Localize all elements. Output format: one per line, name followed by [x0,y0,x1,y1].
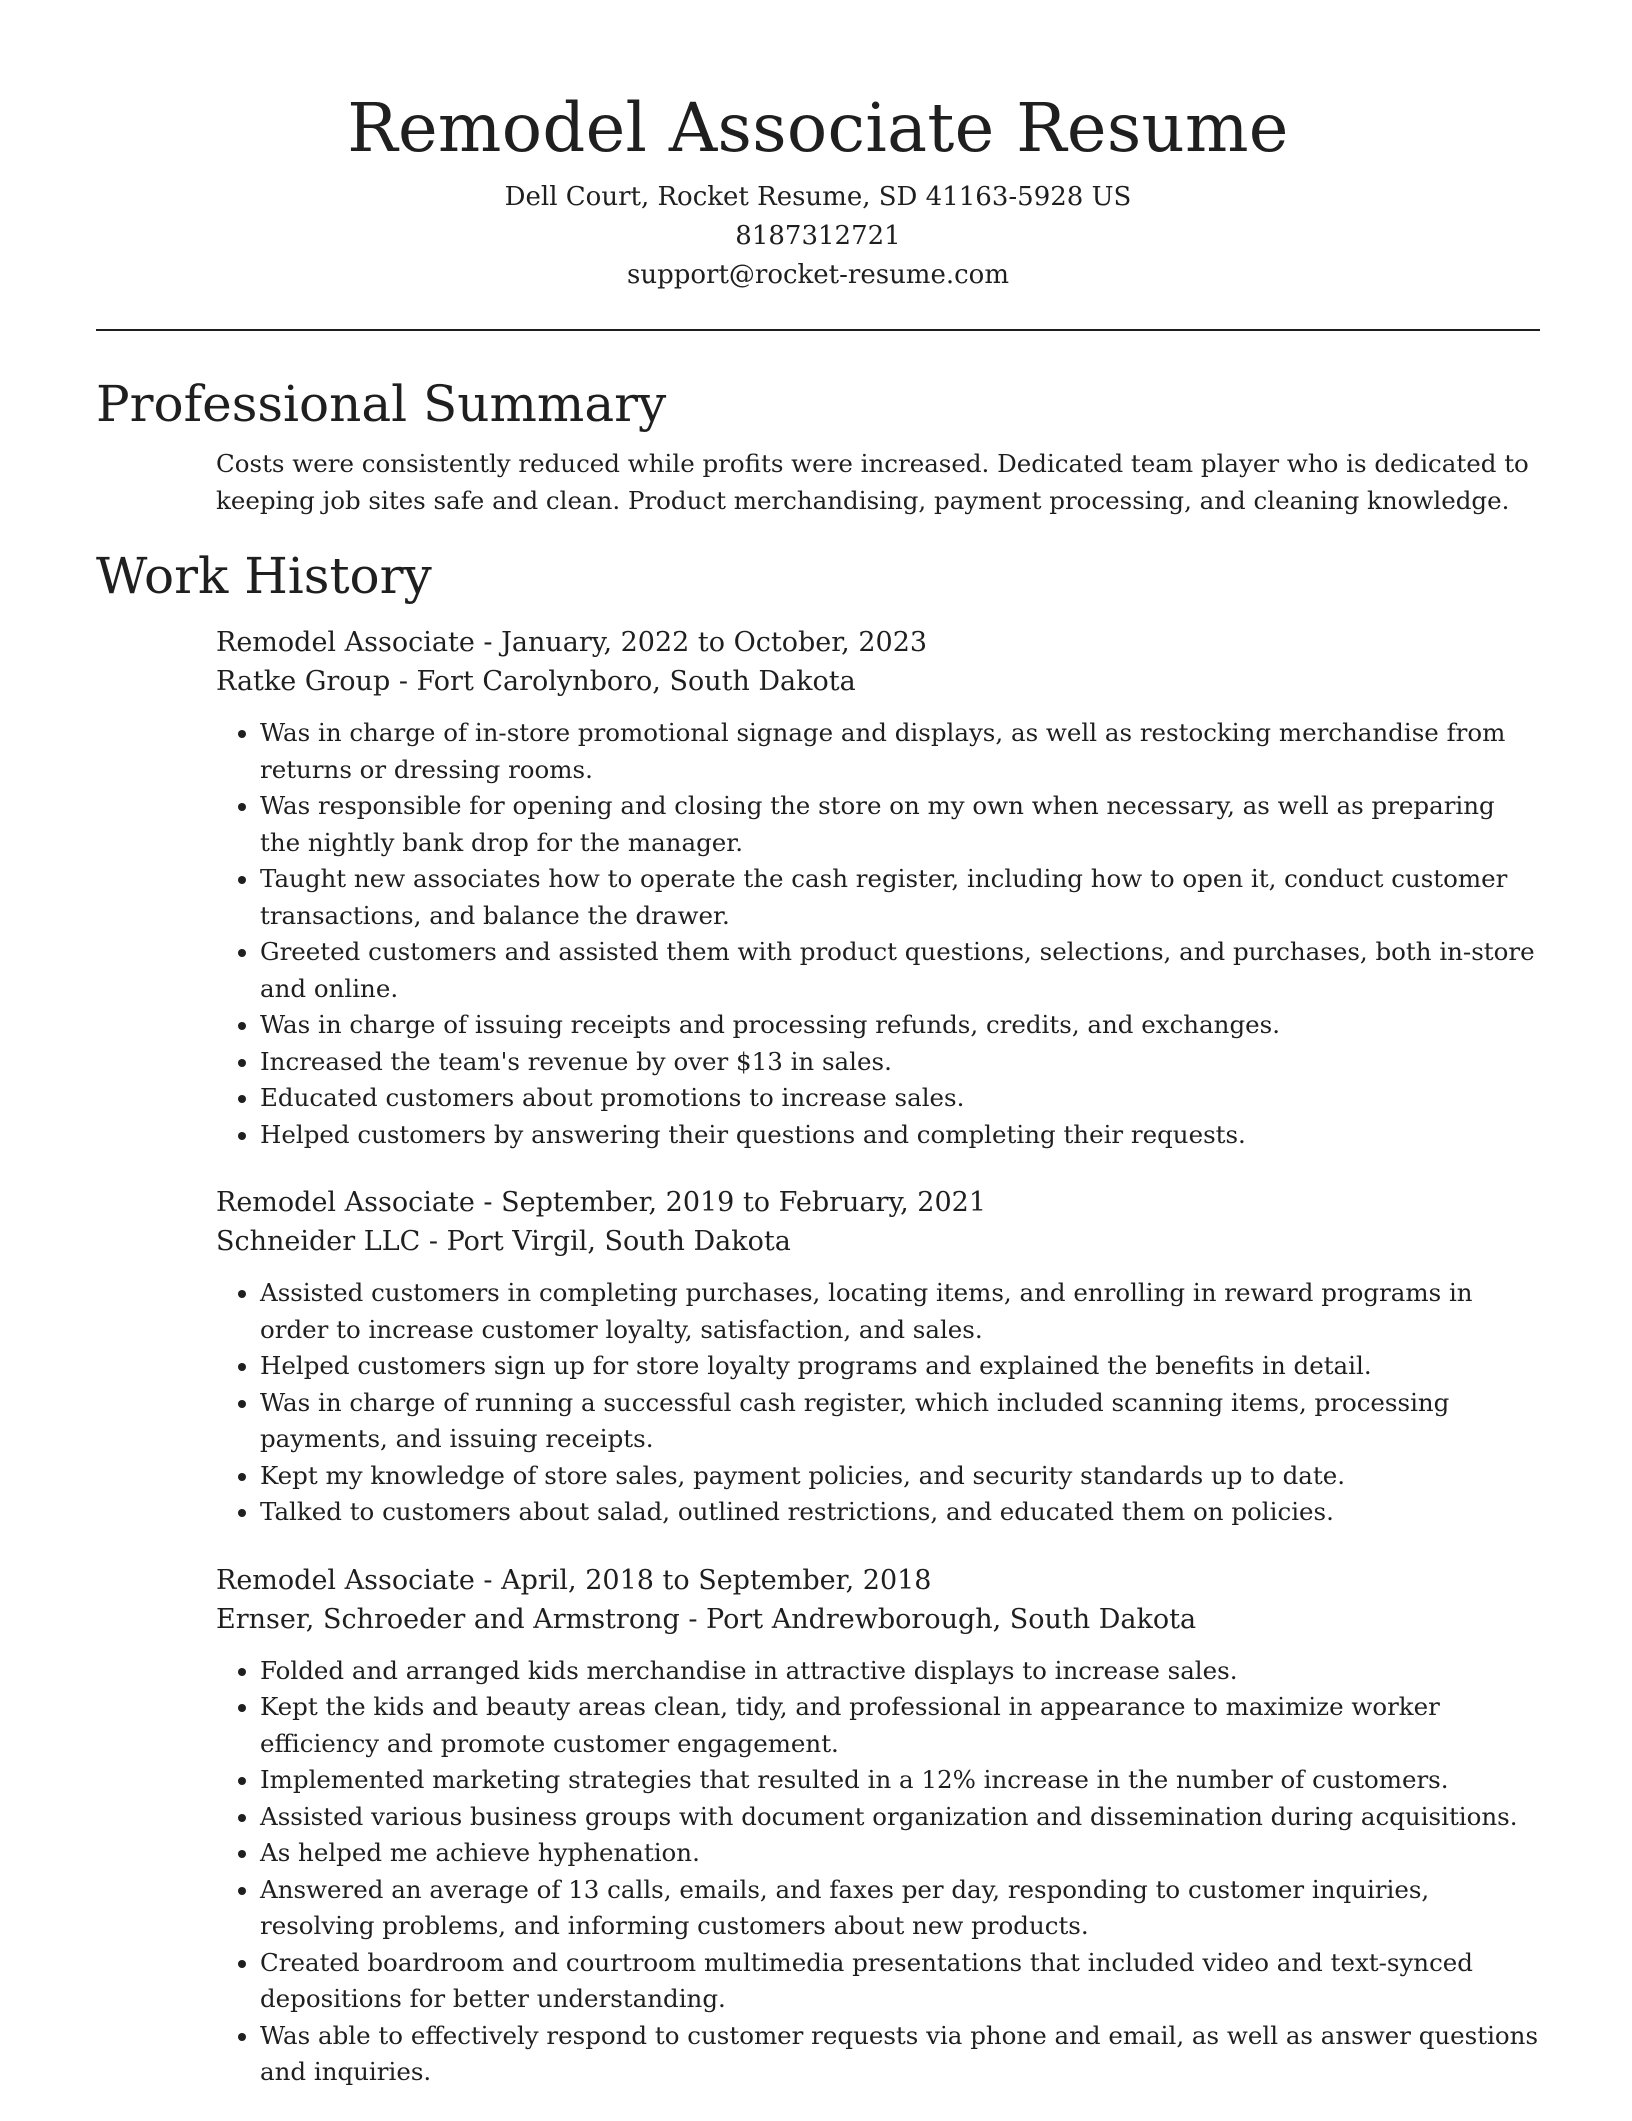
job-entry [216,1561,1540,2091]
job-role-line: Remodel Associate - April, 2018 to September, 2018 [216,1564,932,1596]
job-bullet: • Was in charge of in-store promotional signage and displays, as well as restocking merchandise from returns or dressing rooms. [260,715,1540,788]
job-bullet: • Assisted various business groups with document organization and dissemination during acquisitions. [260,1799,1540,1836]
resume-page [96,0,1540,2121]
job-role: Remodel Associate [216,1187,475,1218]
job-dates: April, 2018 to September, 2018 [501,1564,932,1596]
job-bullet: • Kept the kids and beauty areas clean, tidy, and professional in appearance to maximize worker efficiency and promote customer engagement. [260,1689,1540,1762]
job-bullet: • Was in charge of running a successful cash register, which included scanning items, processing payments, and issuing receipts. [260,1385,1540,1458]
job-company-line: Schneider LLC - Port Virgil, South Dakota [216,1226,791,1257]
summary-heading: Professional Summary [96,375,667,433]
job-location: Port Virgil, South Dakota [446,1226,791,1257]
contact-phone: 8187312721 [735,221,901,251]
job-role-line: Remodel Associate - September, 2019 to February, 2021 [216,1187,986,1218]
job-bullets [216,715,1540,1153]
work-history-heading: Work History [96,547,432,605]
job-bullet: • Kept my knowledge of store sales, payment policies, and security standards up to date. [260,1458,1540,1495]
job-bullet: • Created boardroom and courtroom multimedia presentations that included video and text-synced depositions for better understanding. [260,1945,1540,2018]
job-bullet: • Was able to effectively respond to customer requests via phone and email, as well as answer questions and inquiries. [260,2018,1540,2091]
job-company: Ratke Group [216,666,391,697]
job-location: Fort Carolynboro, South Dakota [416,666,856,697]
job-bullet: • Answered an average of 13 calls, emails, and faxes per day, responding to customer inquiries, resolving problems, and informing customers about new products. [260,1872,1540,1945]
job-bullet: • Increased the team's revenue by over $13 in sales. [260,1044,1540,1081]
job-company: Ernser, Schroeder and Armstrong [216,1603,680,1635]
job-bullet: • Assisted customers in completing purchases, locating items, and enrolling in reward programs in order to increase customer loyalty, satisfaction, and sales. [260,1275,1540,1348]
contact-address: Dell Court, Rocket Resume, SD 41163-5928 US [504,182,1132,212]
job-bullet: • Folded and arranged kids merchandise in attractive displays to increase sales. [260,1653,1540,1690]
job-bullets [216,1653,1540,2091]
job-role-line: Remodel Associate - January, 2022 to October, 2023 [216,627,928,658]
job-bullet: • Was responsible for opening and closing the store on my own when necessary, as well as preparing the nightly bank drop for the manager. [260,788,1540,861]
job-dates: September, 2019 to February, 2021 [501,1187,986,1218]
job-dates: January, 2022 to October, 2023 [501,627,928,658]
work-history-list [216,623,1540,2091]
resume-title: Remodel Associate Resume [347,89,1289,167]
job-company: Schneider LLC [216,1226,421,1257]
job-bullet: • Talked to customers about salad, outlined restrictions, and educated them on policies. [260,1494,1540,1531]
job-location: Port Andrewborough, South Dakota [706,1603,1197,1635]
job-bullet: • Helped customers by answering their questions and completing their requests. [260,1117,1540,1154]
job-bullet: • Was in charge of issuing receipts and processing refunds, credits, and exchanges. [260,1007,1540,1044]
job-entry [216,623,1540,1153]
job-bullet: • Helped customers sign up for store loyalty programs and explained the benefits in detail. [260,1348,1540,1385]
job-entry [216,1183,1540,1531]
header-divider [96,329,1540,331]
job-role: Remodel Associate [216,627,475,658]
summary-text: Costs were consistently reduced while profits were increased. Dedicated team player who is dedicated to keeping job sites safe and clean. Product merchandising, payment processing, and cleaning knowledge. [216,449,1529,515]
job-bullet: • As helped me achieve hyphenation. [260,1835,1540,1872]
job-company-line: Ratke Group - Fort Carolynboro, South Dakota [216,666,856,697]
job-company-line: Ernser, Schroeder and Armstrong - Port Andrewborough, South Dakota [216,1603,1197,1635]
job-bullet: • Educated customers about promotions to increase sales. [260,1080,1540,1117]
job-bullet: • Greeted customers and assisted them with product questions, selections, and purchases, both in-store and online. [260,934,1540,1007]
contact-email: support@rocket-resume.com [626,260,1009,290]
job-bullets [216,1275,1540,1531]
resume-header [96,0,1540,295]
job-bullet: • Implemented marketing strategies that resulted in a 12% increase in the number of customers. [260,1762,1540,1799]
job-bullet: • Taught new associates how to operate the cash register, including how to open it, conduct customer transactions, and balance the drawer. [260,861,1540,934]
contact-block [96,178,1540,295]
job-role: Remodel Associate [216,1564,475,1596]
